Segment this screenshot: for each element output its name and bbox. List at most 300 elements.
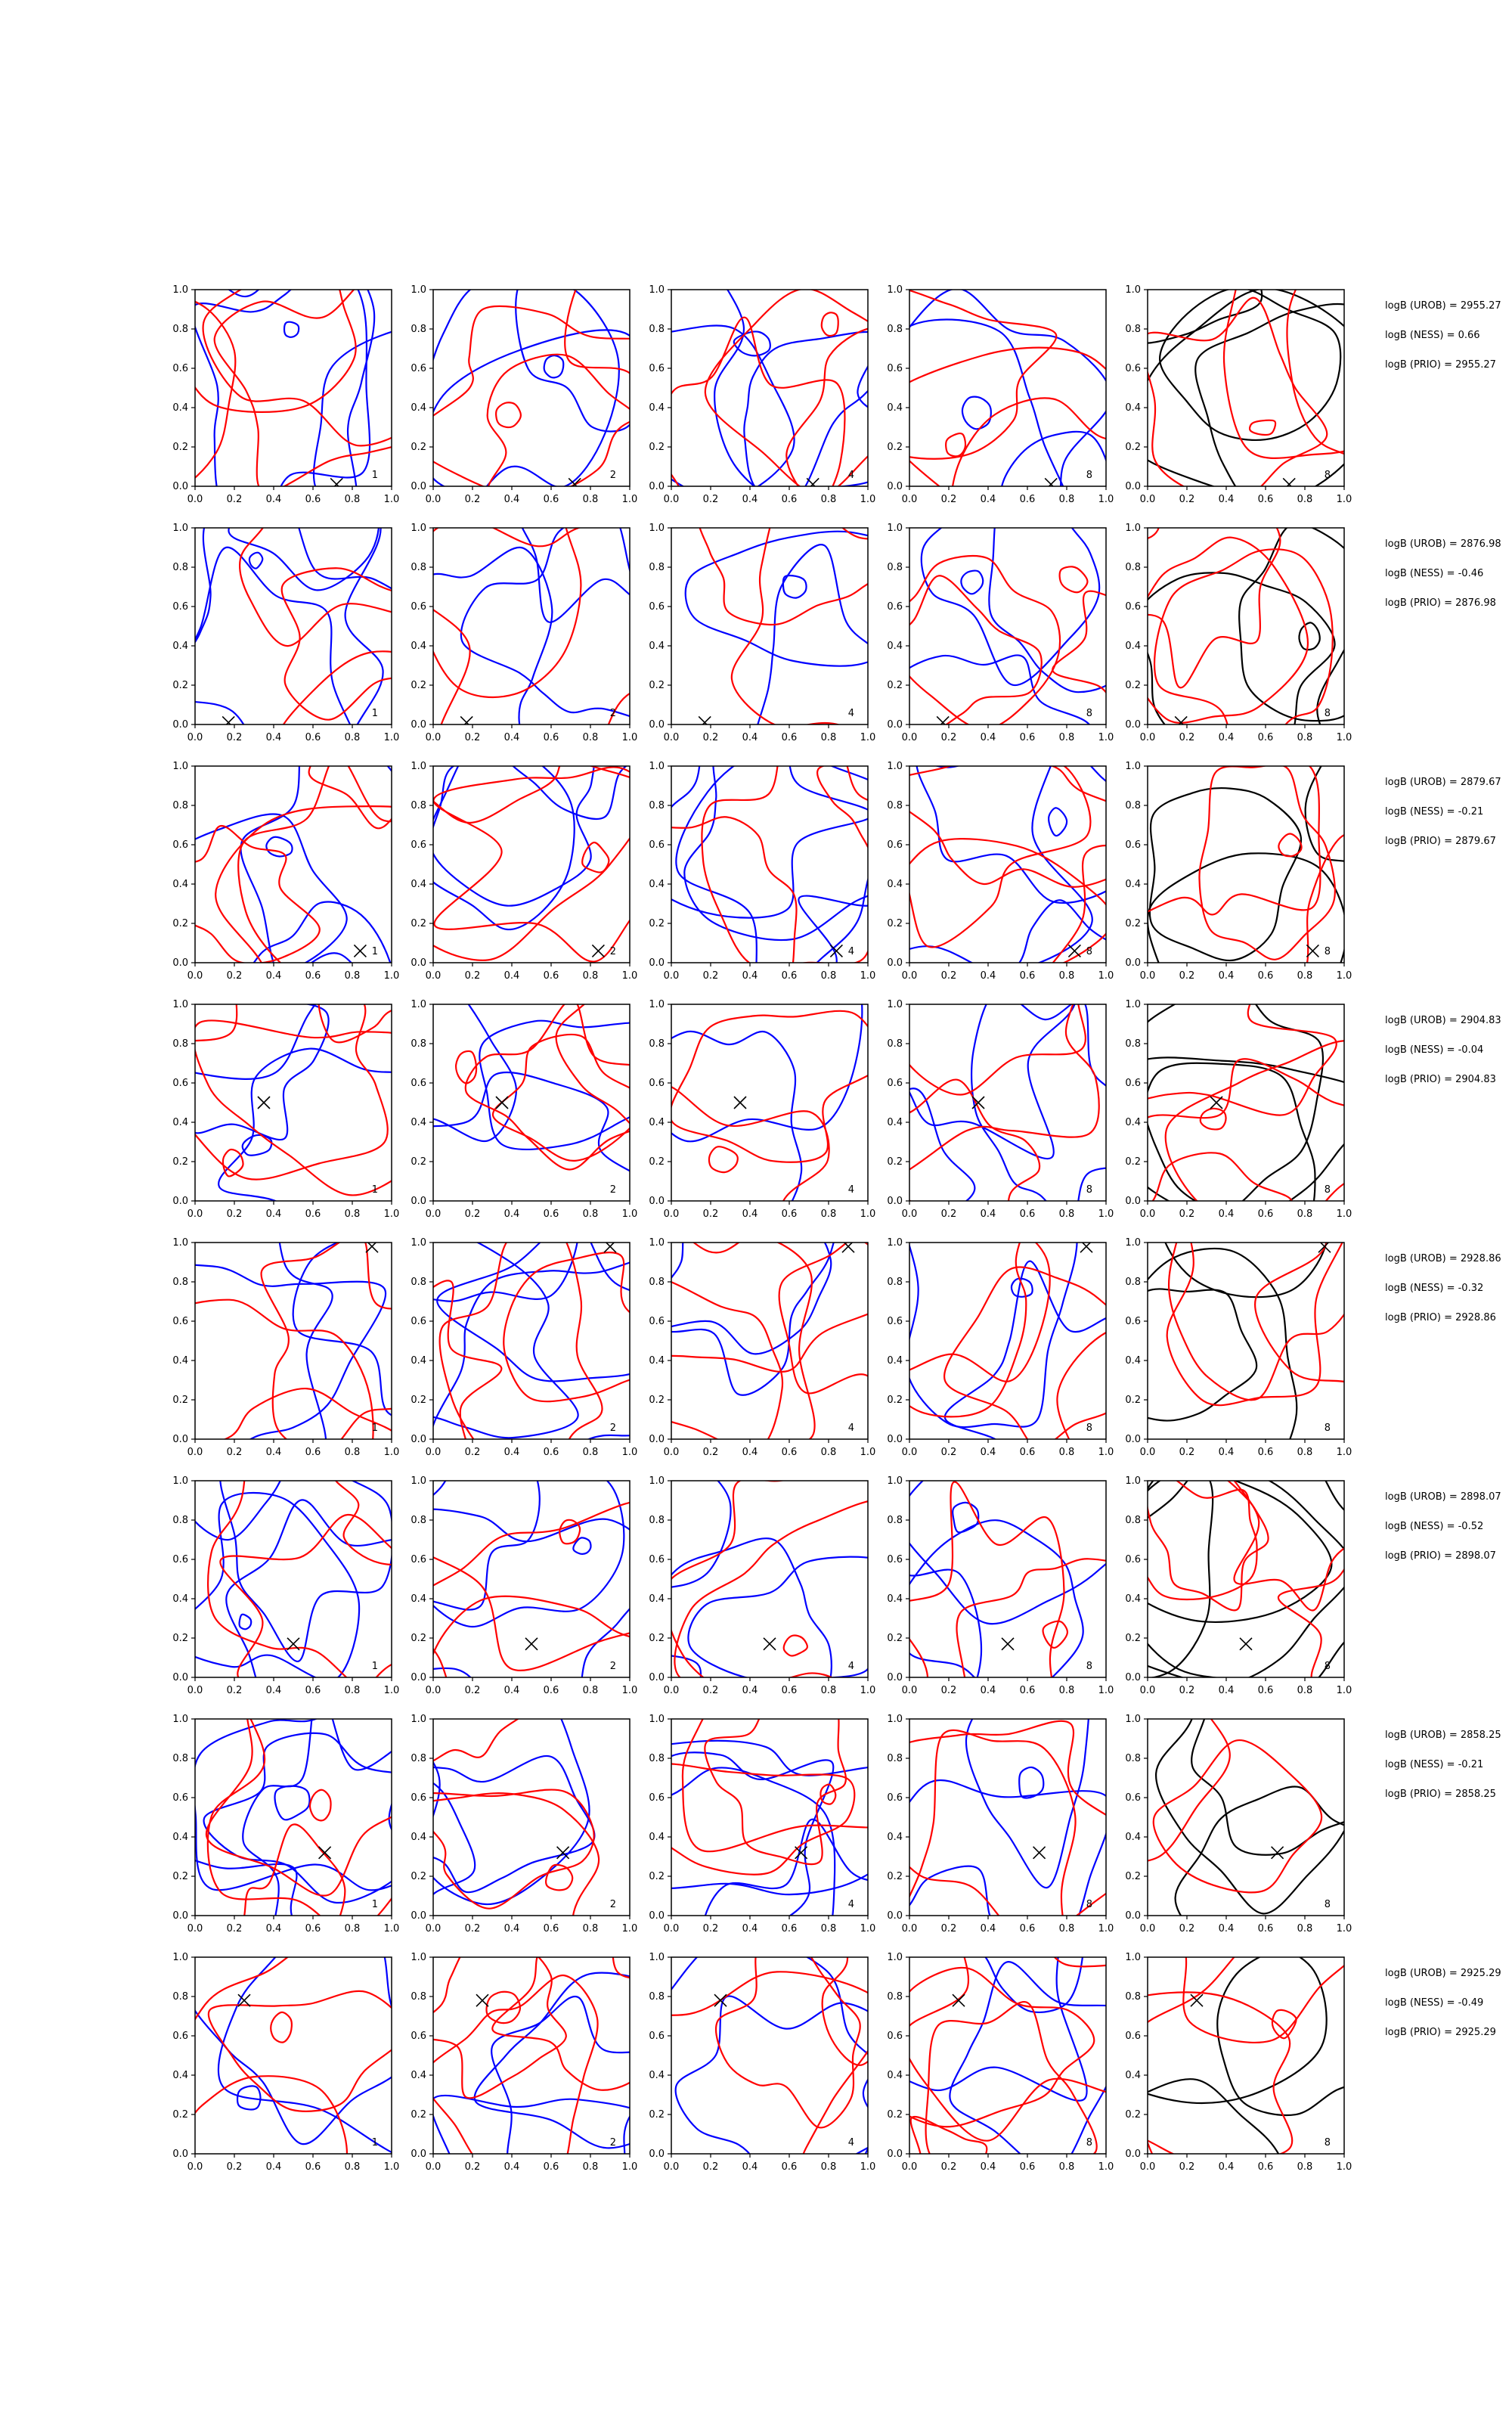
row-8-annotations bbox=[1385, 1969, 1512, 2057]
x-tick-label: 1.0 bbox=[383, 1447, 400, 1458]
axes-box bbox=[671, 1957, 868, 2154]
y-tick-label: 0.8 bbox=[649, 1753, 665, 1764]
y-tick-label: 0.6 bbox=[887, 1316, 903, 1327]
x-tick-label: 0.2 bbox=[226, 1208, 243, 1220]
contour-panel-r7c4 bbox=[812, 1661, 1145, 2065]
x-tick-label: 0.0 bbox=[663, 1208, 680, 1220]
y-tick-label: 0.6 bbox=[172, 601, 188, 613]
y-tick-label: 0.8 bbox=[411, 562, 426, 573]
x-tick-label: 0.0 bbox=[1139, 732, 1156, 743]
x-tick-label: 0.0 bbox=[1139, 1685, 1156, 1696]
blue-contour bbox=[783, 576, 807, 598]
truth-x-marker bbox=[1210, 1097, 1222, 1109]
blue-contour bbox=[599, 1767, 835, 1977]
y-tick-label: 1.0 bbox=[1125, 1237, 1141, 1249]
truth-x-marker bbox=[319, 1847, 331, 1859]
y-tick-label: 0.0 bbox=[172, 1196, 188, 1207]
x-tick-label: 0.2 bbox=[1179, 732, 1195, 743]
red-contour bbox=[1201, 1109, 1226, 1130]
blue-contour bbox=[240, 1615, 252, 1630]
x-tick-label: 0.6 bbox=[781, 732, 798, 743]
red-contour bbox=[600, 1764, 854, 1875]
x-tick-label: 1.0 bbox=[383, 2161, 400, 2173]
y-tick-label: 0.6 bbox=[649, 1792, 665, 1804]
panel-corner-label: 8 bbox=[1086, 1423, 1093, 1434]
blue-contour bbox=[193, 1642, 505, 1890]
x-tick-label: 0.0 bbox=[187, 1685, 203, 1696]
axis-ticks bbox=[887, 999, 1114, 1220]
y-tick-label: 0.2 bbox=[172, 2109, 188, 2121]
axes-box bbox=[909, 766, 1106, 963]
y-tick-label: 0.2 bbox=[411, 918, 426, 929]
y-tick-label: 1.0 bbox=[1125, 999, 1141, 1010]
x-tick-label: 0.8 bbox=[1058, 1208, 1075, 1220]
x-tick-label: 0.4 bbox=[1218, 1923, 1235, 1934]
contour-lines bbox=[1109, 422, 1419, 803]
y-tick-label: 0.8 bbox=[887, 324, 903, 335]
x-tick-label: 0.8 bbox=[344, 970, 361, 982]
logb-prio-label: logB (PRIO) = 2904.83 bbox=[1385, 1074, 1496, 1085]
y-tick-label: 1.0 bbox=[172, 523, 188, 534]
blue-contour bbox=[179, 548, 365, 804]
x-tick-label: 0.2 bbox=[1179, 1447, 1195, 1458]
red-contour bbox=[944, 1267, 1136, 1447]
y-tick-label: 0.6 bbox=[411, 601, 426, 613]
blue-contour bbox=[218, 1863, 522, 2158]
panel-corner-label: 8 bbox=[1324, 708, 1331, 719]
x-tick-label: 0.0 bbox=[425, 494, 442, 505]
panel-corner-label: 1 bbox=[371, 1423, 379, 1434]
y-tick-label: 0.0 bbox=[411, 1910, 426, 1922]
panel-corner-label: 4 bbox=[847, 1661, 855, 1672]
logb-ness-label: logB (NESS) = -0.49 bbox=[1385, 1997, 1484, 2009]
axes-box bbox=[909, 1481, 1106, 1677]
truth-x-marker bbox=[1068, 945, 1080, 957]
y-tick-label: 1.0 bbox=[411, 1714, 426, 1725]
x-tick-label: 0.2 bbox=[464, 732, 481, 743]
contour-panel-r5c1 bbox=[129, 1163, 541, 1554]
x-tick-label: 0.6 bbox=[781, 1685, 798, 1696]
blue-contour bbox=[844, 320, 1077, 554]
row-1-annotations bbox=[1385, 301, 1512, 389]
y-tick-label: 0.4 bbox=[1125, 2070, 1141, 2081]
red-contour bbox=[546, 1865, 572, 1891]
y-tick-label: 1.0 bbox=[649, 1952, 665, 1963]
y-tick-label: 0.2 bbox=[172, 1871, 188, 1882]
x-tick-label: 0.4 bbox=[265, 970, 282, 982]
y-tick-label: 1.0 bbox=[411, 761, 426, 772]
y-tick-label: 0.8 bbox=[172, 1277, 188, 1288]
logb-urob-label: logB (UROB) = 2928.86 bbox=[1385, 1253, 1501, 1264]
x-tick-label: 0.0 bbox=[187, 2161, 203, 2173]
contour-lines bbox=[599, 1649, 928, 2043]
x-tick-label: 0.6 bbox=[1257, 970, 1274, 982]
logb-ness-label: logB (NESS) = 0.66 bbox=[1385, 330, 1480, 341]
x-tick-label: 0.2 bbox=[940, 970, 957, 982]
y-tick-label: 0.8 bbox=[887, 1515, 903, 1526]
x-tick-label: 0.6 bbox=[305, 970, 321, 982]
y-tick-label: 1.0 bbox=[1125, 1714, 1141, 1725]
row-7-annotations bbox=[1385, 1730, 1512, 1819]
y-tick-label: 1.0 bbox=[411, 1475, 426, 1487]
y-tick-label: 0.0 bbox=[649, 1672, 665, 1683]
x-tick-label: 0.4 bbox=[503, 1447, 520, 1458]
blue-contour bbox=[1001, 432, 1111, 585]
red-contour bbox=[946, 433, 965, 456]
x-tick-label: 0.4 bbox=[503, 2161, 520, 2173]
y-tick-label: 0.8 bbox=[1125, 1277, 1141, 1288]
x-tick-label: 0.8 bbox=[582, 1447, 599, 1458]
y-tick-label: 0.6 bbox=[172, 1792, 188, 1804]
y-tick-label: 0.4 bbox=[887, 402, 903, 414]
contour-panel-r2c5 bbox=[1109, 422, 1419, 803]
x-tick-label: 0.0 bbox=[901, 1208, 918, 1220]
black-contour bbox=[1299, 622, 1319, 650]
blue-contour bbox=[869, 1866, 1009, 2012]
x-tick-label: 0.0 bbox=[425, 970, 442, 982]
x-tick-label: 0.6 bbox=[1257, 1685, 1274, 1696]
y-tick-label: 0.6 bbox=[1125, 839, 1141, 851]
logb-prio-label: logB (PRIO) = 2898.07 bbox=[1385, 1550, 1496, 1562]
y-tick-label: 0.0 bbox=[887, 957, 903, 969]
contour-panel-r6c4 bbox=[781, 1380, 1156, 1789]
x-tick-label: 0.6 bbox=[305, 2161, 321, 2173]
y-tick-label: 0.8 bbox=[649, 1277, 665, 1288]
x-tick-label: 0.4 bbox=[1218, 1208, 1235, 1220]
panel-corner-label: 1 bbox=[371, 2137, 379, 2149]
y-tick-label: 0.2 bbox=[887, 1871, 903, 1882]
y-tick-label: 0.0 bbox=[1125, 481, 1141, 492]
x-tick-label: 0.0 bbox=[425, 1208, 442, 1220]
x-tick-label: 0.0 bbox=[663, 494, 680, 505]
y-tick-label: 0.6 bbox=[1125, 1078, 1141, 1089]
red-contour bbox=[857, 839, 1113, 991]
x-tick-label: 0.8 bbox=[1297, 1685, 1313, 1696]
y-tick-label: 1.0 bbox=[1125, 1952, 1141, 1963]
x-tick-label: 0.2 bbox=[1179, 1685, 1195, 1696]
y-tick-label: 0.2 bbox=[649, 1395, 665, 1406]
x-tick-label: 0.2 bbox=[1179, 970, 1195, 982]
x-tick-label: 0.8 bbox=[1058, 732, 1075, 743]
red-contour bbox=[732, 485, 962, 746]
y-tick-label: 0.2 bbox=[172, 1156, 188, 1168]
y-tick-label: 1.0 bbox=[887, 1475, 903, 1487]
axes-box bbox=[195, 290, 392, 486]
red-contour bbox=[658, 318, 845, 556]
y-tick-label: 0.4 bbox=[172, 641, 188, 652]
x-tick-label: 0.2 bbox=[226, 494, 243, 505]
y-tick-label: 0.2 bbox=[649, 680, 665, 691]
x-tick-label: 0.2 bbox=[702, 1447, 719, 1458]
y-tick-label: 0.4 bbox=[172, 1117, 188, 1128]
y-tick-label: 0.2 bbox=[1125, 1395, 1141, 1406]
panel-corner-label: 1 bbox=[371, 470, 379, 481]
y-tick-label: 0.2 bbox=[649, 918, 665, 929]
row-3-annotations bbox=[1385, 777, 1512, 866]
x-tick-label: 0.0 bbox=[187, 1923, 203, 1934]
x-tick-label: 0.6 bbox=[543, 1685, 559, 1696]
y-tick-label: 0.4 bbox=[887, 641, 903, 652]
x-tick-label: 0.6 bbox=[781, 1447, 798, 1458]
x-tick-label: 0.2 bbox=[226, 970, 243, 982]
x-tick-label: 0.0 bbox=[663, 1923, 680, 1934]
red-contour bbox=[1226, 1438, 1380, 1611]
x-tick-label: 1.0 bbox=[860, 970, 876, 982]
x-tick-label: 0.4 bbox=[1218, 2161, 1235, 2173]
x-tick-label: 0.0 bbox=[901, 1923, 918, 1934]
contour-panel-r1c1 bbox=[79, 175, 533, 534]
y-tick-label: 1.0 bbox=[649, 1714, 665, 1725]
y-tick-label: 0.8 bbox=[649, 562, 665, 573]
x-tick-label: 0.8 bbox=[1297, 1923, 1313, 1934]
y-tick-label: 0.6 bbox=[172, 1554, 188, 1565]
y-tick-label: 0.6 bbox=[172, 2031, 188, 2042]
x-tick-label: 0.2 bbox=[940, 1447, 957, 1458]
x-tick-label: 0.4 bbox=[265, 1447, 282, 1458]
axes-box bbox=[433, 1004, 630, 1201]
red-contour bbox=[403, 513, 716, 755]
red-contour bbox=[361, 652, 649, 960]
blue-contour bbox=[129, 814, 347, 973]
x-tick-label: 0.4 bbox=[1218, 970, 1235, 982]
y-tick-label: 0.6 bbox=[411, 839, 426, 851]
red-contour bbox=[1121, 1059, 1393, 1243]
blue-contour bbox=[781, 1526, 981, 1739]
row-2-annotations bbox=[1385, 539, 1512, 628]
x-tick-label: 0.2 bbox=[940, 2161, 957, 2173]
contour-panel-r3c2 bbox=[361, 652, 754, 982]
y-tick-label: 0.8 bbox=[172, 562, 188, 573]
x-tick-label: 0.8 bbox=[1058, 494, 1075, 505]
axis-ticks bbox=[411, 1952, 637, 2173]
contour-panel-r2c3 bbox=[649, 485, 962, 794]
x-tick-label: 0.6 bbox=[1257, 494, 1274, 505]
y-tick-label: 0.6 bbox=[172, 363, 188, 374]
truth-x-marker bbox=[354, 945, 366, 957]
x-tick-label: 0.6 bbox=[543, 494, 559, 505]
red-contour bbox=[310, 1790, 331, 1821]
y-tick-label: 0.0 bbox=[887, 481, 903, 492]
y-tick-label: 0.4 bbox=[411, 1832, 426, 1843]
y-tick-label: 0.8 bbox=[649, 800, 665, 811]
x-tick-label: 0.6 bbox=[781, 2161, 798, 2173]
logb-urob-label: logB (UROB) = 2858.25 bbox=[1385, 1730, 1501, 1741]
panel-corner-label: 8 bbox=[1086, 946, 1093, 957]
x-tick-label: 1.0 bbox=[1336, 1447, 1352, 1458]
x-tick-label: 0.8 bbox=[820, 1208, 837, 1220]
logb-urob-label: logB (UROB) = 2876.98 bbox=[1385, 538, 1501, 550]
x-tick-label: 0.8 bbox=[582, 1208, 599, 1220]
y-tick-label: 0.0 bbox=[1125, 719, 1141, 731]
y-tick-label: 0.2 bbox=[887, 1156, 903, 1168]
blue-contour bbox=[1019, 1767, 1043, 1798]
blue-contour bbox=[342, 1768, 475, 1934]
truth-x-marker bbox=[1283, 478, 1295, 490]
y-tick-label: 0.6 bbox=[887, 1078, 903, 1089]
x-tick-label: 0.0 bbox=[187, 970, 203, 982]
y-tick-label: 0.2 bbox=[411, 442, 426, 453]
y-tick-label: 0.2 bbox=[172, 918, 188, 929]
truth-x-marker bbox=[734, 1097, 746, 1109]
x-tick-label: 1.0 bbox=[1098, 970, 1114, 982]
x-tick-label: 0.8 bbox=[1058, 970, 1075, 982]
y-tick-label: 0.6 bbox=[172, 1316, 188, 1327]
axis-ticks bbox=[887, 1714, 1114, 1934]
y-tick-label: 0.2 bbox=[649, 2109, 665, 2121]
x-tick-label: 0.0 bbox=[187, 1208, 203, 1220]
contour-lines bbox=[342, 1592, 599, 2049]
x-tick-label: 0.4 bbox=[742, 494, 758, 505]
y-tick-label: 0.4 bbox=[1125, 641, 1141, 652]
x-tick-label: 1.0 bbox=[860, 2161, 876, 2173]
panel-corner-label: 8 bbox=[1086, 2137, 1093, 2149]
y-tick-label: 1.0 bbox=[172, 1237, 188, 1249]
x-tick-label: 0.2 bbox=[1179, 494, 1195, 505]
logb-urob-label: logB (UROB) = 2925.29 bbox=[1385, 1968, 1501, 1979]
y-tick-label: 0.0 bbox=[1125, 1196, 1141, 1207]
logb-ness-label: logB (NESS) = -0.21 bbox=[1385, 806, 1484, 818]
x-tick-label: 0.8 bbox=[582, 970, 599, 982]
x-tick-label: 0.4 bbox=[503, 1208, 520, 1220]
blue-contour bbox=[358, 1756, 595, 1892]
red-contour bbox=[412, 306, 686, 498]
x-tick-label: 0.4 bbox=[980, 970, 996, 982]
x-tick-label: 0.4 bbox=[1218, 732, 1235, 743]
y-tick-label: 0.6 bbox=[887, 601, 903, 613]
y-tick-label: 0.8 bbox=[411, 1515, 426, 1526]
y-tick-label: 0.2 bbox=[411, 680, 426, 691]
contour-lines bbox=[781, 1380, 1156, 1789]
axes-box bbox=[1148, 1719, 1344, 1916]
y-tick-label: 0.4 bbox=[411, 2070, 426, 2081]
x-tick-label: 0.2 bbox=[940, 494, 957, 505]
x-tick-label: 0.2 bbox=[702, 494, 719, 505]
y-tick-label: 0.2 bbox=[1125, 2109, 1141, 2121]
x-tick-label: 0.6 bbox=[543, 732, 559, 743]
x-tick-label: 0.8 bbox=[1058, 1447, 1075, 1458]
truth-x-marker bbox=[222, 716, 234, 728]
y-tick-label: 0.2 bbox=[649, 1871, 665, 1882]
y-tick-label: 0.2 bbox=[1125, 442, 1141, 453]
y-tick-label: 0.6 bbox=[649, 1554, 665, 1565]
x-tick-label: 0.6 bbox=[1019, 494, 1036, 505]
x-tick-label: 1.0 bbox=[1336, 494, 1352, 505]
red-contour bbox=[1278, 834, 1301, 857]
red-contour bbox=[600, 1194, 814, 1473]
y-tick-label: 0.8 bbox=[649, 1038, 665, 1050]
x-tick-label: 0.8 bbox=[344, 1923, 361, 1934]
x-tick-label: 0.0 bbox=[1139, 970, 1156, 982]
panel-corner-label: 8 bbox=[1324, 2137, 1331, 2149]
blue-contour bbox=[243, 1684, 429, 1983]
y-tick-label: 0.4 bbox=[411, 402, 426, 414]
panel-corner-label: 2 bbox=[609, 1184, 617, 1196]
black-contour bbox=[1217, 1939, 1413, 2115]
x-tick-label: 0.8 bbox=[344, 1447, 361, 1458]
x-tick-label: 0.2 bbox=[464, 970, 481, 982]
x-tick-label: 0.0 bbox=[425, 2161, 442, 2173]
logb-prio-label: logB (PRIO) = 2928.86 bbox=[1385, 1312, 1496, 1323]
x-tick-label: 0.2 bbox=[464, 1685, 481, 1696]
x-tick-label: 0.4 bbox=[742, 1685, 758, 1696]
logb-prio-label: logB (PRIO) = 2925.29 bbox=[1385, 2027, 1496, 2038]
y-tick-label: 0.0 bbox=[649, 1910, 665, 1922]
y-tick-label: 1.0 bbox=[172, 1475, 188, 1487]
red-contour bbox=[698, 499, 939, 625]
x-tick-label: 0.2 bbox=[226, 2161, 243, 2173]
x-tick-label: 1.0 bbox=[383, 1685, 400, 1696]
x-tick-label: 0.2 bbox=[1179, 2161, 1195, 2173]
x-tick-label: 0.0 bbox=[187, 494, 203, 505]
y-tick-label: 0.4 bbox=[649, 1355, 665, 1367]
blue-contour bbox=[266, 837, 292, 857]
blue-contour bbox=[1012, 1279, 1033, 1297]
red-contour bbox=[122, 230, 355, 412]
y-tick-label: 0.8 bbox=[1125, 800, 1141, 811]
y-tick-label: 0.2 bbox=[1125, 680, 1141, 691]
x-tick-label: 1.0 bbox=[383, 732, 400, 743]
y-tick-label: 1.0 bbox=[172, 761, 188, 772]
x-tick-label: 0.2 bbox=[702, 1923, 719, 1934]
y-tick-label: 1.0 bbox=[1125, 1475, 1141, 1487]
truth-x-marker bbox=[1033, 1847, 1046, 1859]
y-tick-label: 0.2 bbox=[172, 680, 188, 691]
x-tick-label: 0.0 bbox=[1139, 2161, 1156, 2173]
logb-ness-label: logB (NESS) = -0.52 bbox=[1385, 1521, 1484, 1532]
y-tick-label: 0.4 bbox=[172, 2070, 188, 2081]
blue-contour bbox=[328, 957, 516, 1160]
y-tick-label: 0.8 bbox=[411, 1753, 426, 1764]
contour-lines bbox=[354, 398, 718, 842]
y-tick-label: 0.2 bbox=[649, 442, 665, 453]
y-tick-label: 0.0 bbox=[649, 2149, 665, 2160]
red-contour bbox=[487, 355, 652, 544]
x-tick-label: 0.6 bbox=[543, 2161, 559, 2173]
y-tick-label: 0.2 bbox=[411, 1156, 426, 1168]
x-tick-label: 0.4 bbox=[1218, 1685, 1235, 1696]
red-contour bbox=[271, 2012, 292, 2043]
x-tick-label: 0.4 bbox=[503, 494, 520, 505]
x-tick-label: 1.0 bbox=[860, 1923, 876, 1934]
y-tick-label: 0.2 bbox=[172, 1395, 188, 1406]
row-4-annotations bbox=[1385, 1016, 1512, 1104]
y-tick-label: 1.0 bbox=[172, 999, 188, 1010]
y-tick-label: 0.0 bbox=[1125, 1672, 1141, 1683]
y-tick-label: 0.6 bbox=[649, 601, 665, 613]
contour-lines bbox=[142, 878, 507, 1308]
x-tick-label: 0.8 bbox=[820, 1685, 837, 1696]
red-contour bbox=[326, 1280, 501, 1494]
y-tick-label: 1.0 bbox=[172, 1714, 188, 1725]
x-tick-label: 0.2 bbox=[940, 1685, 957, 1696]
x-tick-label: 0.0 bbox=[901, 970, 918, 982]
x-tick-label: 0.4 bbox=[265, 1685, 282, 1696]
x-tick-label: 0.0 bbox=[425, 1923, 442, 1934]
row-5-annotations bbox=[1385, 1254, 1512, 1342]
x-tick-label: 1.0 bbox=[1336, 1208, 1352, 1220]
x-tick-label: 0.4 bbox=[742, 1923, 758, 1934]
red-contour bbox=[156, 955, 388, 1179]
y-tick-label: 1.0 bbox=[887, 999, 903, 1010]
y-tick-label: 0.0 bbox=[411, 2149, 426, 2160]
logb-ness-label: logB (NESS) = -0.21 bbox=[1385, 1759, 1484, 1770]
blue-contour bbox=[479, 1021, 673, 1150]
red-contour bbox=[998, 1584, 1230, 1862]
red-contour bbox=[880, 1968, 1094, 2127]
x-tick-label: 0.6 bbox=[1257, 1923, 1274, 1934]
red-contour bbox=[215, 806, 488, 1044]
panel-corner-label: 4 bbox=[847, 1423, 855, 1434]
